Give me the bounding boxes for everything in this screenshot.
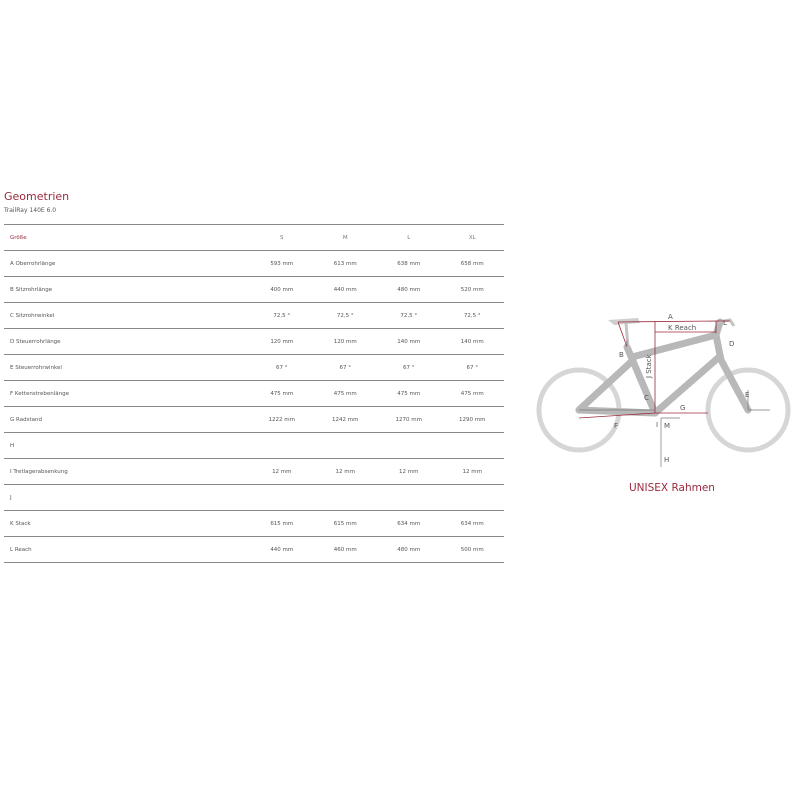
row-value [377,433,440,459]
model-name: TrailRay 140E 6.0 [4,207,57,214]
row-label: D Steuerrohrlänge [4,329,250,355]
table-row [4,381,504,407]
row-value: 480 mm [377,277,440,303]
row-value: 520 mm [440,277,504,303]
label-k-reach: K Reach [668,324,697,332]
row-value: 400 mm [250,277,313,303]
frame-caption: UNISEX Rahmen [629,482,715,494]
label-b: B [619,351,624,359]
row-value: 475 mm [377,381,440,407]
row-value: 12 mm [440,459,504,485]
row-label: K Stack [4,511,250,537]
row-value: 475 mm [250,381,313,407]
row-label: J [4,485,250,511]
row-value: 1290 mm [440,407,504,433]
label-i: I [656,421,659,429]
row-value: 440 mm [250,537,313,563]
row-value: 120 mm [314,329,377,355]
table-row [4,433,504,459]
row-value: 120 mm [250,329,313,355]
row-label: G Radstand [4,407,250,433]
bike-geometry-diagram [530,300,800,470]
size-s-header: S [250,225,313,251]
row-value: 615 mm [314,511,377,537]
row-value: 460 mm [314,537,377,563]
row-value: 440 mm [314,277,377,303]
table-row [4,485,504,511]
table-header-row [4,225,504,251]
size-m-header: M [314,225,377,251]
row-label: F Kettenstrebenlänge [4,381,250,407]
table-row [4,537,504,563]
label-a: A [668,313,673,321]
table-row [4,277,504,303]
row-value: 1270 mm [377,407,440,433]
row-value: 67 ° [250,355,313,381]
row-value: 67 ° [377,355,440,381]
table-row [4,251,504,277]
label-g: G [680,404,686,412]
row-value: 658 mm [440,251,504,277]
row-value: 140 mm [440,329,504,355]
row-value: 12 mm [377,459,440,485]
row-label: L Reach [4,537,250,563]
row-value: 72,5 ° [377,303,440,329]
row-value [314,485,377,511]
row-label: C Sitzrohrwinkel [4,303,250,329]
label-l: L [723,319,727,327]
row-value: 72,5 ° [250,303,313,329]
row-value [440,485,504,511]
bike-frame [579,322,748,413]
row-value: 67 ° [440,355,504,381]
table-row [4,303,504,329]
label-f: F [614,422,619,430]
row-value [314,433,377,459]
page-title: Geometrien [4,190,70,203]
row-value: 12 mm [250,459,313,485]
size-xl-header: XL [440,225,504,251]
row-value: 72,5 ° [314,303,377,329]
table-row [4,407,504,433]
label-h: H [664,456,670,464]
row-value: 593 mm [250,251,313,277]
label-e: E [745,391,750,399]
table-row [4,329,504,355]
row-value: 634 mm [440,511,504,537]
table-row [4,511,504,537]
row-value [250,485,313,511]
label-j-stack: J Stack [645,354,653,378]
bike-diagram-svg [530,300,800,470]
row-value: 634 mm [377,511,440,537]
table-row [4,459,504,485]
row-value: 475 mm [440,381,504,407]
row-label: B Sitzrohrlänge [4,277,250,303]
row-value: 67 ° [314,355,377,381]
row-label: H [4,433,250,459]
row-value: 140 mm [377,329,440,355]
row-value: 1222 mm [250,407,313,433]
row-value: 72,5 ° [440,303,504,329]
label-m: M [664,422,671,430]
table-body [4,251,504,563]
row-value [377,485,440,511]
row-label: E Steuerrohrwinkel [4,355,250,381]
row-value: 500 mm [440,537,504,563]
size-l-header: L [377,225,440,251]
row-value: 12 mm [314,459,377,485]
row-value: 1242 mm [314,407,377,433]
row-label: A Oberrohrlänge [4,251,250,277]
row-value [440,433,504,459]
row-value: 475 mm [314,381,377,407]
label-c: C [644,394,649,402]
row-value: 613 mm [314,251,377,277]
row-value: 480 mm [377,537,440,563]
geometry-table [4,224,504,563]
label-d: D [729,340,735,348]
row-value [250,433,313,459]
table-row [4,355,504,381]
row-value: 638 mm [377,251,440,277]
row-value: 615 mm [250,511,313,537]
size-header: Größe [4,225,250,251]
row-label: I Tretlagerabsenkung [4,459,250,485]
